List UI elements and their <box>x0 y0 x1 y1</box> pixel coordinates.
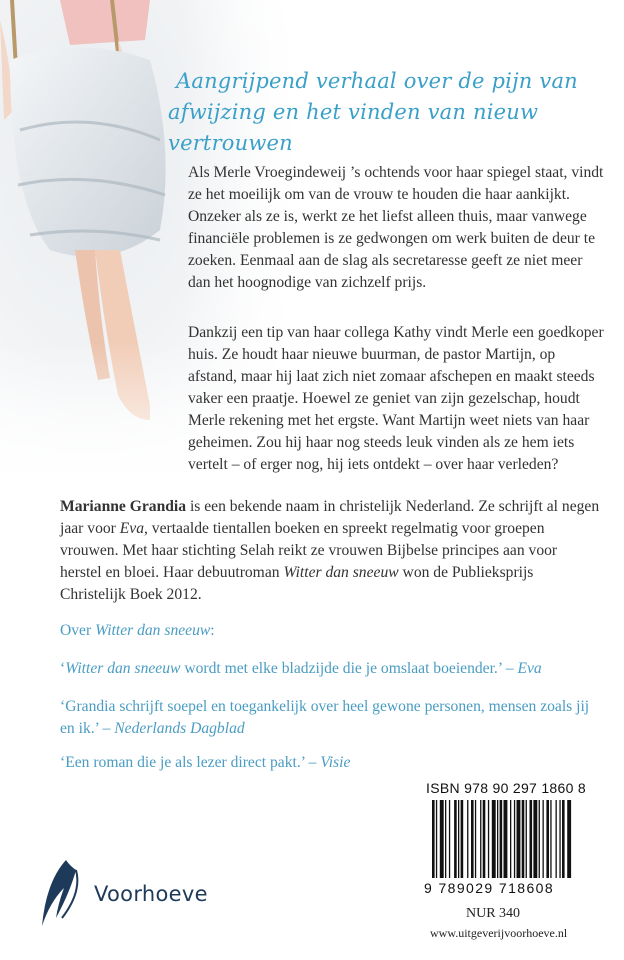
review-quote-3-text: ‘Een roman die je als lezer direct pakt.’ – <box>60 754 321 771</box>
author-debut-title: Witter dan sneeuw <box>283 564 399 581</box>
publisher-name: Voorhoeve <box>94 882 208 906</box>
tagline-line-2: afwijzing en het vinden van nieuw vertrouwen <box>168 100 539 155</box>
blurb-paragraph-1 <box>188 162 608 294</box>
review-quote-1-open: ‘ <box>60 660 66 677</box>
author-bio-text-a: is een bekende naam in christelijk Nederland. Ze schrijft al negen jaar voor <box>60 498 600 537</box>
publisher-logo <box>36 852 236 932</box>
publisher-url: www.uitgeverijvoorhoeve.nl <box>430 926 568 940</box>
review-quote-3-source: Visie <box>320 754 351 771</box>
barcode-icon <box>430 800 614 878</box>
barcode-digits: 9 789029 718608 <box>424 880 554 896</box>
feather-logo-icon <box>36 852 86 932</box>
review-quote-3 <box>60 752 605 774</box>
author-bio-text-b: , vertaalde tientallen boeken en spreekt regelmatig voor groepen vrouwen. Met haar stichting Selah reikt ze vrouwen Bijbelse principes aan voor herstel en bloei. Haar debuutroman <box>60 520 558 581</box>
reviews-heading <box>60 620 605 642</box>
blurb-paragraph-1-text: Als Merle Vroegindeweij ’s ochtends voor haar spiegel staat, vindt ze het moeilijk om van de vrouw te houden die haar aankijkt. Onzeker als ze is, werkt ze het liefst alleen thuis, maar vanwege financiële problemen is ze gedwongen om werk buiten de deur te zoeken. Eenmaal aan de slag als secretaresse geeft ze niet meer dan het hoognodige van zichzelf prijs. <box>188 164 604 291</box>
review-quote-1 <box>60 658 605 680</box>
review-quote-2-text: ‘Grandia schrijft soepel en toegankelijk over heel gewone personen, mensen zoals jij en ik.’ – <box>60 698 590 737</box>
author-bio-magazine: Eva <box>119 520 144 537</box>
review-quote-1-source: Eva <box>517 660 542 677</box>
review-quote-1-text: wordt met elke bladzijde die je omslaat boeiender.’ – <box>180 660 518 677</box>
tagline-line-1: Aangrijpend verhaal over de pijn van <box>176 69 578 93</box>
reviews-heading-suffix: : <box>210 622 215 639</box>
author-bio <box>60 496 600 606</box>
reviews-heading-title: Witter dan sneeuw <box>95 622 211 639</box>
author-name: Marianne Grandia <box>60 498 187 515</box>
author-bio-text-c: won de Publieksprijs Christelijk Boek 2012. <box>60 564 534 603</box>
isbn-label: ISBN 978 90 297 1860 8 <box>426 780 586 796</box>
review-quote-2 <box>60 696 605 740</box>
review-quote-2-source: Nederlands Dagblad <box>114 720 245 737</box>
nur-code: NUR 340 <box>466 906 521 921</box>
blurb-paragraph-2-text: Dankzij een tip van haar collega Kathy vindt Merle een goedkoper huis. Ze houdt haar nieuwe buurman, de pastor Martijn, op afstand, maar hij laat zich niet zomaar afschepen en maakt steeds vaker een praatje. Hoewel ze geniet van zijn gezelschap, houdt Merle rekening met het ergste. Want Martijn weet niets van haar geheimen. Zou hij haar nog steeds leuk vinden als ze hem iets vertelt – of erger nog, hij iets ontdekt – over haar verleden? <box>188 324 604 473</box>
review-quote-1-title: Witter dan sneeuw <box>65 660 181 677</box>
reviews-heading-prefix: Over <box>60 622 96 639</box>
tagline <box>168 66 608 159</box>
blurb-paragraph-2 <box>188 322 608 476</box>
